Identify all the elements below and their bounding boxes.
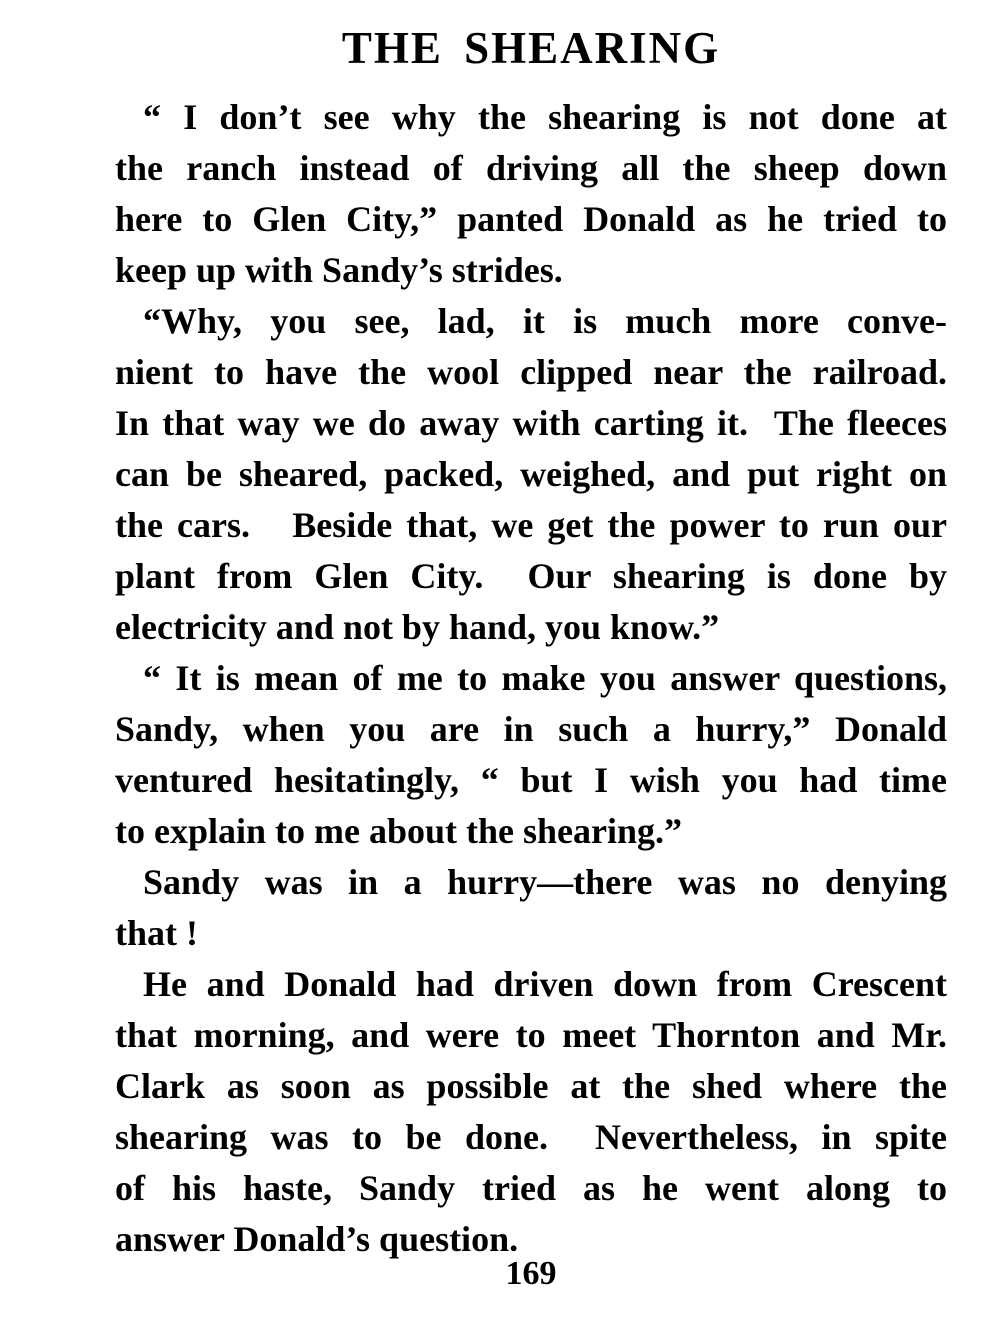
text-line: to explain to me about the shearing.” [115, 811, 682, 851]
text-line: plant from Glen City. Our shearing is done by [115, 556, 947, 596]
text-line: “ I don’t see why the shearing is not done at [143, 97, 947, 137]
text-line: “ It is mean of me to make you answer questions, [143, 658, 947, 698]
text-line: “Why, you see, lad, it is much more conve- [143, 301, 947, 341]
text-line: He and Donald had driven down from Crescent [143, 964, 947, 1004]
text-line: electricity and not by hand, you know.” [115, 607, 720, 647]
text-line: ventured hesitatingly, “ but I wish you had time [115, 760, 947, 800]
paragraph-2 [115, 296, 947, 653]
text-line: that morning, and were to meet Thornton and Mr. [115, 1015, 947, 1055]
paragraph-5 [115, 959, 947, 1265]
paragraph-4 [115, 857, 947, 959]
paragraph-3 [115, 653, 947, 857]
text-line: Sandy, when you are in such a hurry,” Donald [115, 709, 947, 749]
text-line: can be sheared, packed, weighed, and put right on [115, 454, 947, 494]
text-line: Sandy was in a hurry—there was no denying [143, 862, 947, 902]
body-text [115, 92, 947, 1265]
text-line: In that way we do away with carting it. The fleeces [115, 403, 947, 443]
text-line: Clark as soon as possible at the shed where the [115, 1066, 947, 1106]
text-line: answer Donald’s question. [115, 1219, 519, 1259]
text-line: here to Glen City,” panted Donald as he tried to [115, 199, 947, 239]
text-line: keep up with Sandy’s strides. [115, 250, 563, 290]
chapter-title: THE SHEARING [341, 23, 721, 73]
text-line: nient to have the wool clipped near the railroad. [115, 352, 947, 392]
page-number: 169 [505, 1255, 557, 1292]
text-line: shearing was to be done. Nevertheless, in spite [115, 1117, 947, 1157]
text-column [115, 0, 947, 1294]
text-line: that ! [115, 913, 198, 953]
text-line: the cars. Beside that, we get the power to run our [115, 505, 947, 545]
text-line: the ranch instead of driving all the sheep down [115, 148, 947, 188]
text-line: of his haste, Sandy tried as he went along to [115, 1168, 947, 1208]
paragraph-1 [115, 92, 947, 296]
